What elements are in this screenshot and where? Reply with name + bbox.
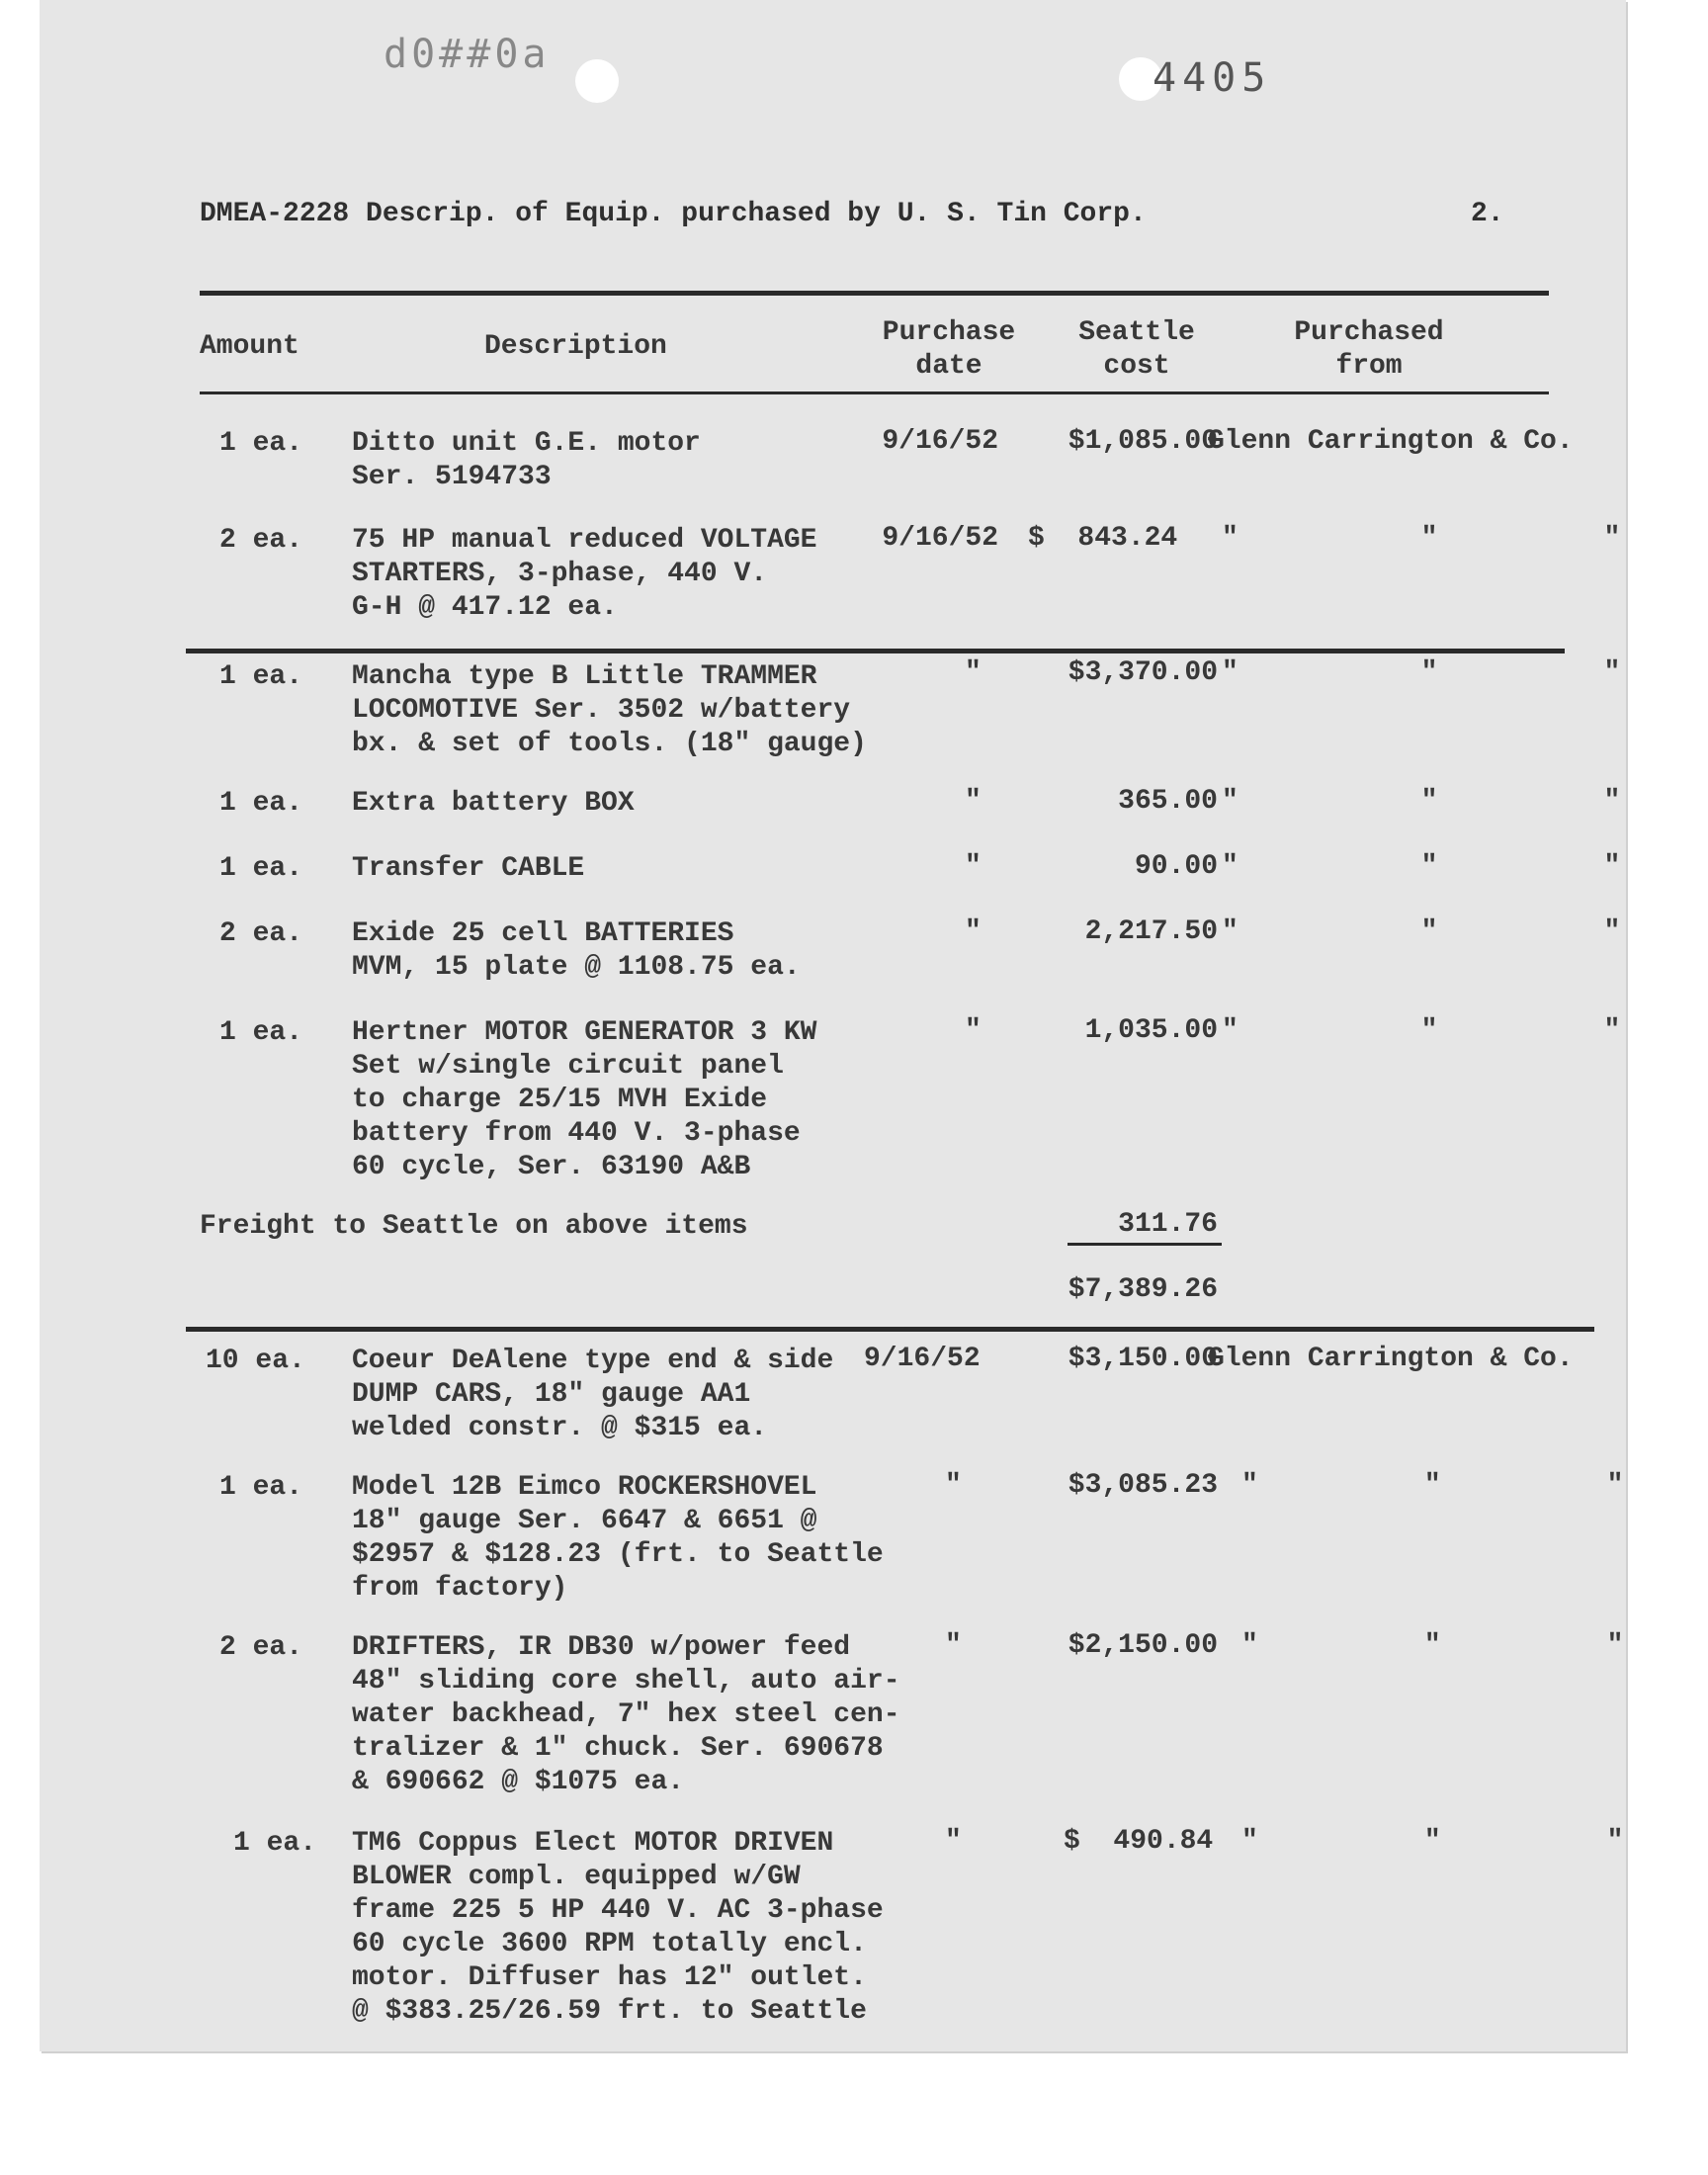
row-purchase-date: 9/16/52 — [864, 1344, 981, 1374]
row-purchased-from-ditto: " " " — [1222, 851, 1621, 882]
document-title: DMEA-2228 Descrip. of Equip. purchased by U. S. Tin Corp. — [200, 199, 1147, 229]
row-description-line: Mancha type B Little TRAMMER — [352, 661, 817, 692]
row-description-line: Transfer CABLE — [352, 853, 585, 884]
row-description-line: BLOWER compl. equipped w/GW — [352, 1862, 801, 1892]
row-description-line: Coeur DeAlene type end & side — [352, 1346, 834, 1376]
row-seattle-cost: $ 490.84 — [1064, 1826, 1214, 1857]
row-description-line: Extra battery BOX — [352, 788, 635, 819]
table-top-rule — [200, 291, 1549, 296]
column-header-purchase-date-line2: date — [915, 351, 982, 382]
column-header-amount: Amount — [200, 331, 299, 362]
row-amount: 2 ea. — [219, 525, 303, 556]
row-seattle-cost: $2,150.00 — [1068, 1630, 1218, 1661]
punch-hole-left — [575, 59, 619, 103]
row-description-line: water backhead, 7" hex steel cen- — [352, 1699, 900, 1730]
row-purchase-date-ditto: " — [965, 916, 982, 947]
row-amount: 2 ea. — [219, 918, 303, 949]
row-seattle-cost: $3,370.00 — [1068, 657, 1218, 688]
header-bottom-rule — [200, 392, 1549, 394]
row-amount: 1 ea. — [219, 1472, 303, 1503]
row-amount: 1 ea. — [219, 428, 303, 459]
row-seattle-cost: $1,085.00 — [1068, 426, 1218, 457]
section-rule-1 — [186, 649, 1565, 653]
row-description-line: Set w/single circuit panel — [352, 1051, 784, 1082]
column-header-seattle-cost-line2: cost — [1103, 351, 1170, 382]
row-purchase-date-ditto: " — [965, 786, 982, 817]
row-amount: 1 ea. — [233, 1828, 317, 1859]
row-description-line: $2957 & $128.23 (frt. to Seattle — [352, 1539, 884, 1570]
row-purchase-date: 9/16/52 — [882, 426, 998, 457]
row-description-line: LOCOMOTIVE Ser. 3502 w/battery — [352, 695, 851, 726]
row-description-line: Model 12B Eimco ROCKERSHOVEL — [352, 1472, 817, 1503]
subtotal-underline — [1068, 1243, 1222, 1246]
row-description-line: motor. Diffuser has 12" outlet. — [352, 1962, 867, 1993]
row-description-line: MVM, 15 plate @ 1108.75 ea. — [352, 952, 801, 983]
row-description-line: 75 HP manual reduced VOLTAGE — [352, 525, 817, 556]
row-description-line: 18" gauge Ser. 6647 & 6651 @ — [352, 1506, 817, 1536]
document-page — [40, 0, 1626, 2051]
row-description-line: 60 cycle, Ser. 63190 A&B — [352, 1152, 751, 1182]
column-header-purchased-from-line2: from — [1335, 351, 1403, 382]
row-purchase-date-ditto: " — [945, 1630, 962, 1661]
row-description-line: 60 cycle 3600 RPM totally encl. — [352, 1929, 867, 1959]
row-amount: 1 ea. — [219, 788, 303, 819]
row-description-line: welded constr. @ $315 ea. — [352, 1413, 768, 1443]
row-description-line: tralizer & 1" chuck. Ser. 690678 — [352, 1733, 884, 1764]
row-seattle-cost: 90.00 — [1134, 851, 1218, 882]
row-description-line: DRIFTERS, IR DB30 w/power feed — [352, 1632, 851, 1663]
row-purchase-date-ditto: " — [945, 1826, 962, 1857]
row-amount: 1 ea. — [219, 661, 303, 692]
row-description-line: to charge 25/15 MVH Exide — [352, 1085, 768, 1115]
row-amount: 1 ea. — [219, 853, 303, 884]
row-description-line: battery from 440 V. 3-phase — [352, 1118, 801, 1149]
row-purchased-from-ditto: " " " — [1241, 1826, 1624, 1857]
row-seattle-cost: $3,150.00 — [1068, 1344, 1218, 1374]
row-description-line: & 690662 @ $1075 ea. — [352, 1767, 685, 1797]
column-header-purchased-from-line1: Purchased — [1294, 317, 1444, 348]
row-purchase-date-ditto: " — [945, 1470, 962, 1501]
row-purchased-from: Glenn Carrington & Co. — [1208, 1344, 1574, 1374]
row-purchase-date-ditto: " — [965, 851, 982, 882]
document-number-stamp: 4405 — [1153, 55, 1272, 101]
row-purchased-from-ditto: " " " — [1222, 916, 1621, 947]
row-description-line: bx. & set of tools. (18" gauge) — [352, 729, 867, 759]
section-rule-2 — [186, 1327, 1594, 1332]
row-description-line: @ $383.25/26.59 frt. to Seattle — [352, 1996, 867, 2027]
column-header-purchase-date-line1: Purchase — [882, 317, 1016, 348]
row-purchased-from-ditto: " " " — [1222, 1015, 1621, 1046]
row-purchased-from-ditto: " " " — [1241, 1470, 1624, 1501]
row-description-line: frame 225 5 HP 440 V. AC 3-phase — [352, 1895, 884, 1926]
column-header-description: Description — [484, 331, 667, 362]
row-description-line: STARTERS, 3-phase, 440 V. — [352, 559, 768, 589]
row-description-line: from factory) — [352, 1573, 568, 1604]
row-purchase-date: 9/16/52 — [882, 523, 998, 554]
row-description-line: Hertner MOTOR GENERATOR 3 KW — [352, 1017, 817, 1048]
row-seattle-cost: 1,035.00 — [1084, 1015, 1218, 1046]
subtotal-amount: $7,389.26 — [1068, 1274, 1218, 1305]
row-purchased-from: Glenn Carrington & Co. — [1208, 426, 1574, 457]
row-description-line: Exide 25 cell BATTERIES — [352, 918, 734, 949]
row-description-line: Ser. 5194733 — [352, 462, 552, 492]
row-purchased-from-ditto: " " " — [1222, 523, 1621, 554]
row-description-line: 48" sliding core shell, auto air- — [352, 1666, 900, 1696]
faint-handwritten-mark: d0##0a — [384, 32, 551, 77]
row-seattle-cost: $ 843.24 — [1028, 523, 1178, 554]
row-seattle-cost: $3,085.23 — [1068, 1470, 1218, 1501]
freight-label: Freight to Seattle on above items — [200, 1211, 748, 1242]
freight-amount: 311.76 — [1118, 1209, 1218, 1240]
row-description-line: G-H @ 417.12 ea. — [352, 592, 618, 623]
row-purchased-from-ditto: " " " — [1222, 786, 1621, 817]
page-number: 2. — [1471, 199, 1504, 229]
row-seattle-cost: 2,217.50 — [1084, 916, 1218, 947]
row-amount: 10 ea. — [206, 1346, 305, 1376]
column-header-seattle-cost-line1: Seattle — [1078, 317, 1195, 348]
row-seattle-cost: 365.00 — [1118, 786, 1218, 817]
row-purchased-from-ditto: " " " — [1222, 657, 1621, 688]
row-amount: 2 ea. — [219, 1632, 303, 1663]
row-description-line: DUMP CARS, 18" gauge AA1 — [352, 1379, 751, 1410]
row-description-line: Ditto unit G.E. motor — [352, 428, 701, 459]
row-purchase-date-ditto: " — [965, 657, 982, 688]
row-purchase-date-ditto: " — [965, 1015, 982, 1046]
row-amount: 1 ea. — [219, 1017, 303, 1048]
row-purchased-from-ditto: " " " — [1241, 1630, 1624, 1661]
row-description-line: TM6 Coppus Elect MOTOR DRIVEN — [352, 1828, 834, 1859]
